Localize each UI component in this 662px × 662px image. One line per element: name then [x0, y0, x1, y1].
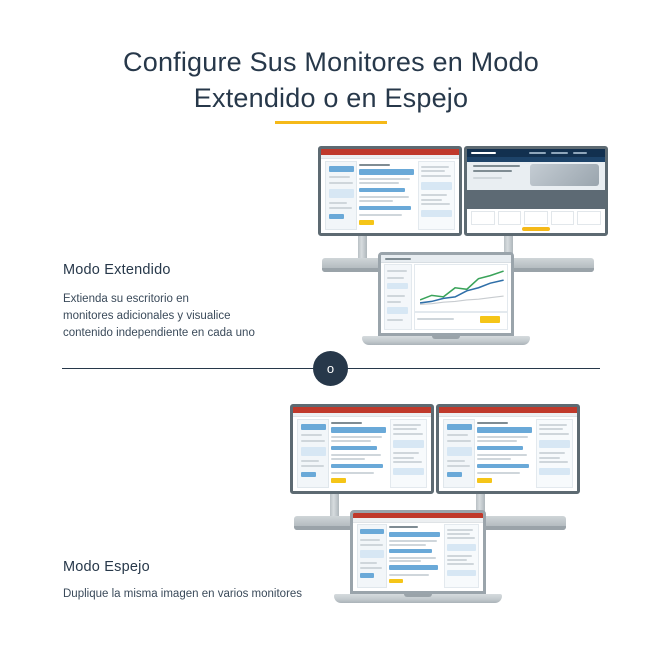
- section-body-extended: [63, 291, 313, 342]
- mirror-monitor-left-screen: [293, 407, 431, 491]
- monitor-stand-neck: [358, 236, 367, 258]
- text-line: [393, 428, 418, 430]
- text-line: [301, 465, 324, 467]
- panel-block: [360, 529, 384, 535]
- text-line: [393, 424, 421, 426]
- text-line: [473, 177, 503, 179]
- text-line: [387, 301, 401, 303]
- product-card[interactable]: [471, 211, 495, 225]
- text-line: [331, 458, 365, 460]
- text-line: [385, 258, 411, 260]
- panel-block: [331, 464, 383, 469]
- page-left-column: [297, 419, 329, 488]
- section-body-line: monitores adicionales y visualice: [63, 310, 231, 322]
- text-line: [389, 557, 436, 559]
- product-card[interactable]: [498, 211, 522, 225]
- page-toolbar: [439, 413, 577, 417]
- text-line: [389, 574, 429, 576]
- panel-block: [331, 446, 376, 451]
- text-line: [393, 461, 422, 463]
- text-line: [360, 562, 377, 564]
- panel-block: [301, 447, 327, 456]
- section-body-line: Duplique la misma imagen en varios monitores: [63, 588, 303, 600]
- text-line: [539, 428, 564, 430]
- page-right-column: [418, 161, 455, 230]
- text-line: [539, 433, 569, 435]
- extended-monitor-right-screen: [467, 149, 605, 233]
- page-main-column: [388, 524, 441, 588]
- text-line: [393, 433, 423, 435]
- page-toolbar: [353, 518, 483, 522]
- document-dashboard-page: [353, 513, 483, 591]
- text-line: [393, 457, 414, 459]
- text-line: [360, 539, 380, 541]
- panel-block: [360, 573, 374, 577]
- document-dashboard-page: [439, 407, 577, 491]
- text-line: [387, 270, 407, 272]
- panel-block: [329, 214, 344, 219]
- nav-item: [529, 152, 546, 154]
- product-card[interactable]: [577, 211, 601, 225]
- text-line: [417, 318, 454, 320]
- text-line: [447, 563, 474, 565]
- title-line-2: Extendido o en Espejo: [193, 83, 469, 113]
- panel-block: [301, 472, 316, 477]
- highlight-block: [477, 478, 492, 483]
- text-line: [329, 207, 352, 209]
- mirror-monitor-left: [290, 404, 434, 494]
- product-card[interactable]: [551, 211, 575, 225]
- text-line: [359, 182, 399, 184]
- text-line: [447, 529, 473, 531]
- store-navbar: [467, 149, 605, 157]
- text-line: [389, 540, 437, 542]
- highlight-block: [389, 579, 403, 583]
- text-line: [301, 460, 319, 462]
- panel-block: [329, 166, 355, 172]
- page-main-column: [476, 419, 533, 488]
- panel-block: [329, 189, 355, 198]
- highlight-block: [480, 316, 500, 323]
- text-line: [387, 319, 403, 321]
- text-line: [421, 203, 450, 205]
- panel-block: [389, 549, 432, 553]
- section-heading-extended: Modo Extendido: [63, 262, 171, 278]
- document-dashboard-page: [293, 407, 431, 491]
- page-left-column: [325, 161, 357, 230]
- text-line: [329, 182, 353, 184]
- text-line: [539, 452, 565, 454]
- nav-item: [573, 152, 587, 154]
- document-dashboard-page: [321, 149, 459, 233]
- text-line: [389, 560, 421, 562]
- page-main-column: [330, 419, 387, 488]
- panel-block: [387, 307, 408, 313]
- chart-report-page: [381, 255, 511, 333]
- text-line: [329, 176, 350, 178]
- text-line: [447, 434, 468, 436]
- highlight-block: [331, 478, 346, 483]
- panel-block: [539, 468, 570, 475]
- extended-laptop-screen: [378, 252, 514, 336]
- section-body-line: contenido independiente en cada uno: [63, 327, 255, 339]
- text-line: [447, 440, 471, 442]
- store-logo: [471, 152, 496, 154]
- page-right-column: [444, 524, 479, 588]
- section-body-mirror: [63, 586, 363, 603]
- panel-block: [387, 283, 408, 289]
- panel-block: [539, 440, 570, 448]
- page-header: [381, 255, 511, 263]
- text-line: [421, 199, 442, 201]
- text-line: [331, 436, 382, 438]
- panel-block: [447, 544, 476, 551]
- extended-laptop-notch: [432, 336, 460, 339]
- mirror-laptop-notch: [404, 594, 432, 597]
- text-line: [393, 452, 419, 454]
- text-line: [539, 457, 560, 459]
- page-main-column: [358, 161, 415, 230]
- text-line: [447, 555, 472, 557]
- panel-block: [301, 424, 327, 430]
- product-card[interactable]: [524, 211, 548, 225]
- panel-block: [477, 464, 529, 469]
- page-left-column: [357, 524, 388, 588]
- page-left-column: [443, 419, 475, 488]
- text-line: [331, 422, 362, 424]
- title-accent-underline: [275, 121, 387, 124]
- text-line: [477, 454, 527, 456]
- text-line: [473, 170, 513, 172]
- text-line: [389, 544, 426, 546]
- panel-block: [447, 570, 476, 576]
- store-feature-strip: [467, 190, 605, 208]
- store-product-row: [471, 211, 601, 225]
- panel-block: [421, 210, 452, 217]
- page-right-column: [536, 419, 573, 488]
- text-line: [447, 465, 470, 467]
- page-right-column: [390, 419, 427, 488]
- mirror-monitor-right-screen: [439, 407, 577, 491]
- extended-monitor-left-screen: [321, 149, 459, 233]
- panel-block: [359, 188, 404, 193]
- highlight-block: [359, 220, 374, 225]
- mirror-laptop-screen: [350, 510, 486, 594]
- text-line: [447, 460, 465, 462]
- extended-monitor-left: [318, 146, 462, 236]
- online-store-page: [467, 149, 605, 233]
- text-line: [447, 533, 470, 535]
- text-line: [359, 200, 393, 202]
- text-line: [359, 196, 409, 198]
- extended-mode-illustration: [318, 146, 608, 346]
- text-line: [477, 436, 528, 438]
- nav-item: [551, 152, 568, 154]
- section-body-line: Extienda su escritorio en: [63, 293, 189, 305]
- title-line-1: Configure Sus Monitores en Modo: [123, 47, 539, 77]
- text-line: [331, 440, 371, 442]
- text-line: [421, 194, 447, 196]
- text-line: [359, 164, 390, 166]
- panel-block: [447, 447, 473, 456]
- chart-footer-panel: [414, 312, 509, 330]
- text-line: [477, 458, 511, 460]
- text-line: [447, 537, 475, 539]
- panel-block: [447, 424, 473, 430]
- store-cta-button[interactable]: [522, 227, 550, 231]
- text-line: [477, 422, 508, 424]
- panel-block: [389, 565, 438, 569]
- panel-block: [359, 169, 413, 175]
- extended-monitor-right: [464, 146, 608, 236]
- text-line: [387, 277, 404, 279]
- page-sidebar: [384, 264, 412, 330]
- text-line: [360, 544, 383, 546]
- text-line: [301, 434, 322, 436]
- mirror-mode-illustration: [290, 404, 580, 604]
- chart-panel: [414, 264, 509, 311]
- panel-block: [360, 550, 384, 559]
- panel-block: [477, 427, 531, 433]
- section-heading-mirror: Modo Espejo: [63, 559, 150, 575]
- panel-block: [393, 468, 424, 475]
- panel-block: [447, 472, 462, 477]
- text-line: [421, 170, 446, 172]
- panel-block: [421, 182, 452, 190]
- page-toolbar: [321, 155, 459, 159]
- text-line: [539, 424, 567, 426]
- text-line: [359, 214, 401, 216]
- text-line: [359, 178, 410, 180]
- text-line: [331, 472, 373, 474]
- text-line: [477, 440, 517, 442]
- text-line: [539, 461, 568, 463]
- panel-block: [359, 206, 411, 211]
- text-line: [447, 559, 467, 561]
- panel-block: [331, 427, 385, 433]
- panel-block: [393, 440, 424, 448]
- text-line: [477, 472, 519, 474]
- text-line: [329, 202, 347, 204]
- text-line: [421, 166, 449, 168]
- store-hero-image: [530, 164, 599, 186]
- text-line: [421, 175, 451, 177]
- page-title: [0, 44, 662, 124]
- divider-badge: o: [313, 351, 348, 386]
- text-line: [387, 295, 405, 297]
- text-line: [301, 440, 325, 442]
- mirror-monitor-right: [436, 404, 580, 494]
- text-line: [360, 567, 382, 569]
- text-line: [389, 526, 418, 528]
- text-line: [331, 454, 381, 456]
- panel-block: [389, 532, 440, 537]
- page-toolbar: [293, 413, 431, 417]
- text-line: [473, 165, 521, 167]
- panel-block: [477, 446, 522, 451]
- monitor-stand-neck: [330, 494, 339, 516]
- line-chart-icon: [420, 268, 504, 306]
